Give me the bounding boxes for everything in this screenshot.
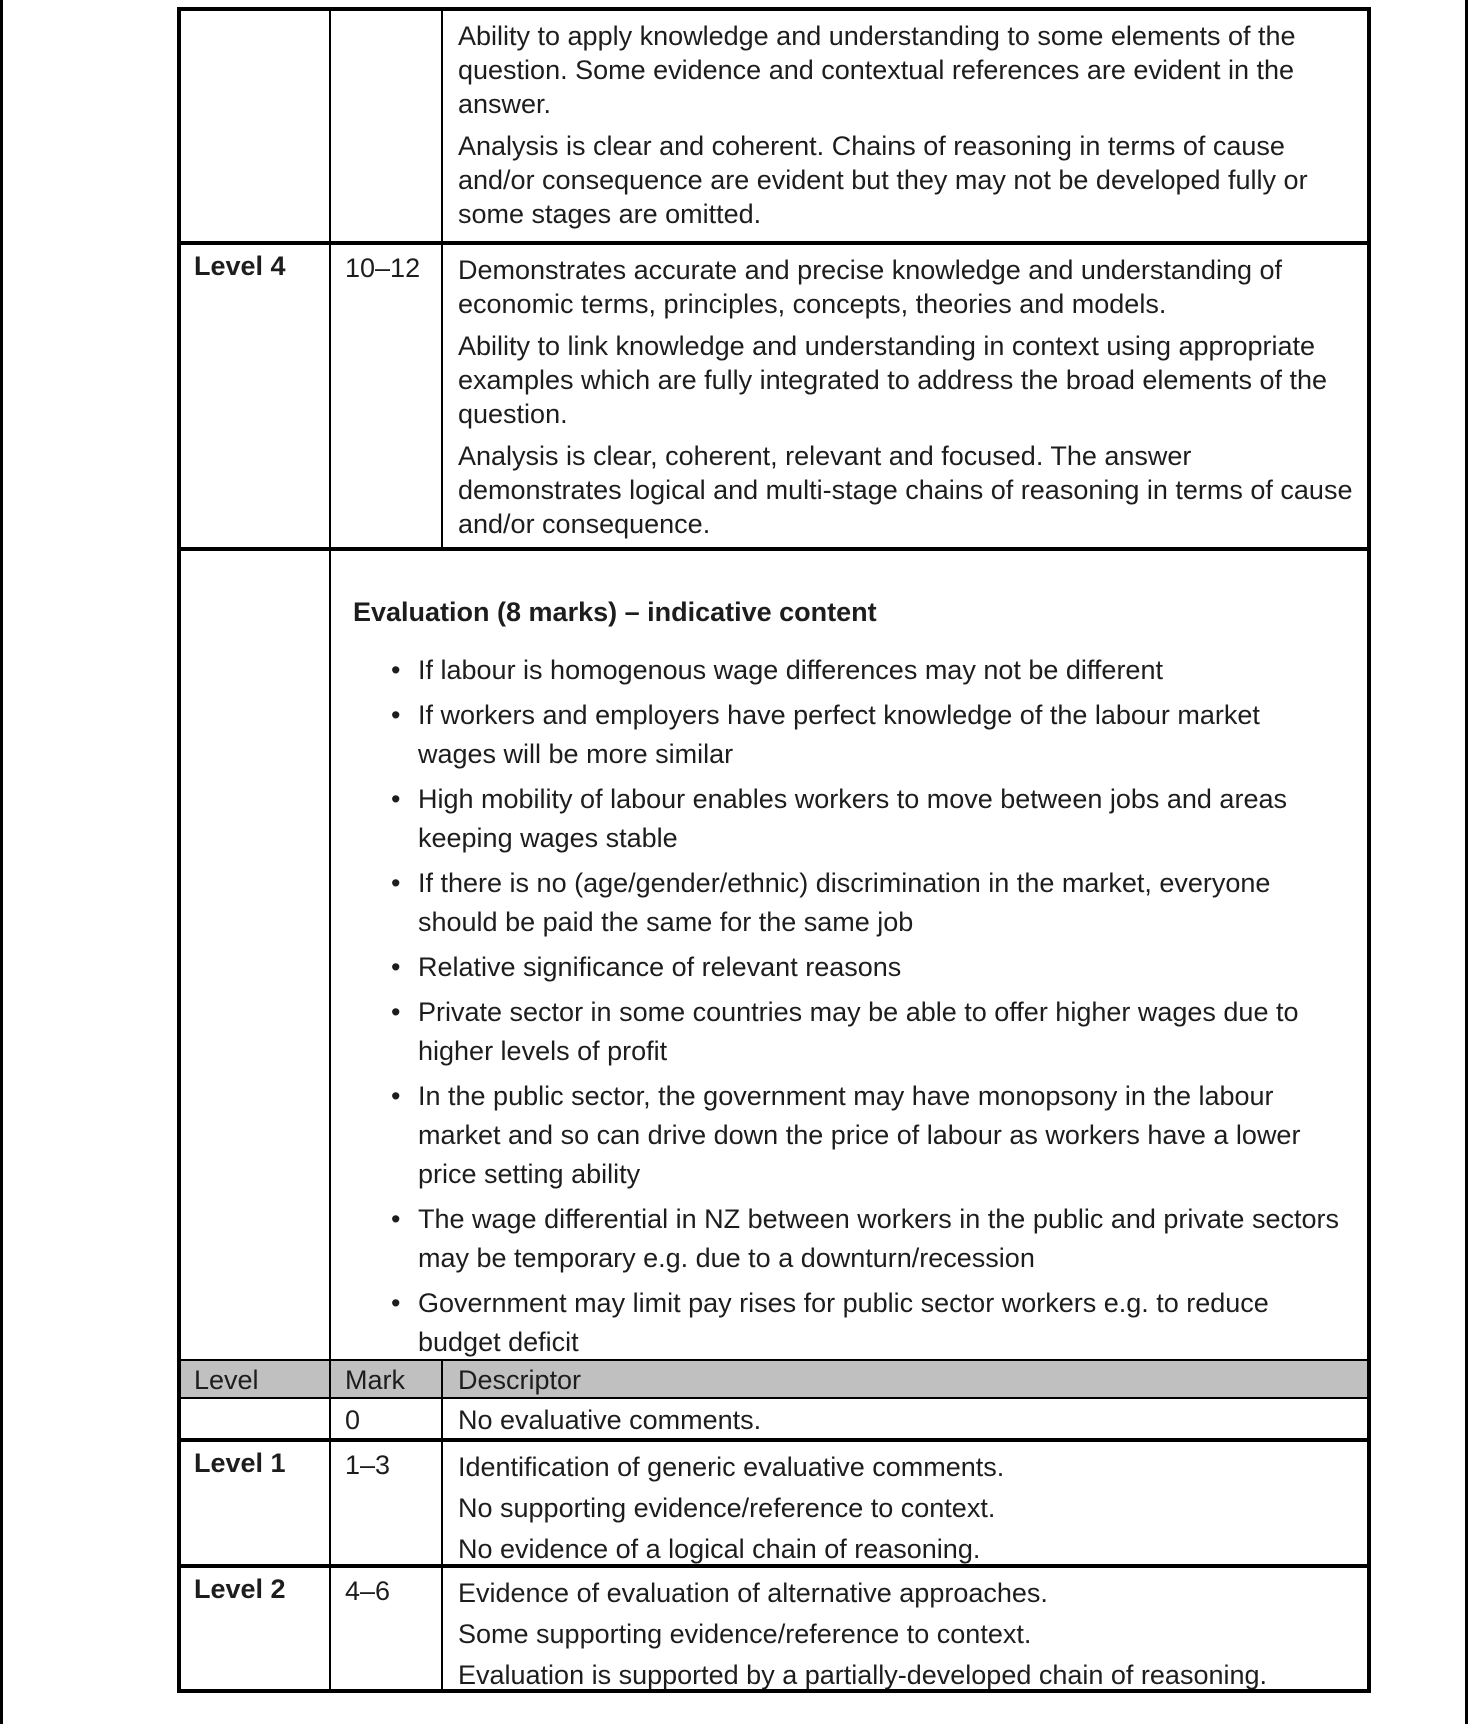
level-cell-empty bbox=[181, 11, 331, 241]
header-descriptor: Descriptor bbox=[458, 1365, 582, 1395]
descriptor-paragraph: Identification of generic evaluative comments. bbox=[458, 1452, 1005, 1482]
level-cell bbox=[181, 1442, 331, 1564]
descriptor-paragraph: Analysis is clear and coherent. Chains of reasoning in terms of cause and/or consequence are evident but they may not be developed fully or some stages are omitted. bbox=[458, 131, 1308, 229]
mark-cell-empty bbox=[331, 11, 443, 241]
evaluation-bullet-list bbox=[353, 651, 1353, 1359]
level-cell bbox=[181, 1568, 331, 1689]
mark-range: 10–12 bbox=[345, 253, 421, 283]
table-row-level-1 bbox=[181, 1438, 1367, 1564]
bullet-item: • Private sector in some countries may be able to offer higher wages due to higher levels of profit bbox=[418, 993, 1353, 1071]
level-cell-empty bbox=[181, 551, 331, 1359]
bullet-item: • If there is no (age/gender/ethnic) discrimination in the market, everyone should be paid the same for the same job bbox=[418, 864, 1353, 942]
level-label: Level 2 bbox=[194, 1574, 286, 1604]
level-cell bbox=[181, 245, 331, 547]
bullet-item: • The wage differential in NZ between workers in the public and private sectors may be temporary e.g. due to a downturn/recession bbox=[418, 1200, 1353, 1278]
descriptor-paragraph: Analysis is clear, coherent, relevant and focused. The answer demonstrates logical and multi-stage chains of reasoning in terms of cause and/or consequence. bbox=[458, 441, 1353, 539]
bullet-item: • If workers and employers have perfect knowledge of the labour market wages will be more similar bbox=[418, 696, 1353, 774]
descriptor-cell bbox=[443, 1568, 1367, 1689]
descriptor-paragraph: Ability to apply knowledge and understanding to some elements of the question. Some evidence and contextual references are evident in the answer. bbox=[458, 21, 1296, 119]
table-row-mark-0 bbox=[181, 1397, 1367, 1438]
table-row-level-2 bbox=[181, 1564, 1367, 1689]
table-row-evaluation-content bbox=[181, 547, 1367, 1359]
table-row-continuation bbox=[181, 11, 1367, 241]
mark-cell: 0 bbox=[331, 1399, 443, 1438]
bullet-item: • In the public sector, the government may have monopsony in the labour market and so can drive down the price of labour as workers have a lower price setting ability bbox=[418, 1077, 1353, 1194]
descriptor-paragraph: Ability to link knowledge and understanding in context using appropriate examples which are fully integrated to address the broad elements of the question. bbox=[458, 331, 1327, 429]
level-label: Level 1 bbox=[194, 1448, 286, 1478]
descriptor-paragraph: No evidence of a logical chain of reasoning. bbox=[458, 1534, 981, 1564]
descriptor-paragraph: Some supporting evidence/reference to context. bbox=[458, 1619, 1032, 1649]
level-cell-empty bbox=[181, 1399, 331, 1438]
descriptor-paragraph: Evaluation is supported by a partially-developed chain of reasoning. bbox=[458, 1660, 1268, 1689]
bullet-item: • High mobility of labour enables workers to move between jobs and areas keeping wages stable bbox=[418, 780, 1353, 858]
bullet-item: • Government may limit pay rises for public sector workers e.g. to reduce budget deficit bbox=[418, 1284, 1353, 1359]
header-mark: Mark bbox=[331, 1361, 443, 1397]
descriptor-cell bbox=[443, 245, 1367, 547]
mark-range: 1–3 bbox=[345, 1450, 391, 1480]
level-label: Level 4 bbox=[194, 251, 286, 281]
mark-cell bbox=[331, 245, 443, 547]
descriptor-cell: No evaluative comments. bbox=[458, 1405, 762, 1435]
bullet-item: • If labour is homogenous wage differences may not be different bbox=[418, 651, 1353, 690]
mark-range: 4–6 bbox=[345, 1576, 391, 1606]
mark-scheme-table bbox=[177, 7, 1371, 1693]
mark-cell bbox=[331, 1442, 443, 1564]
table-row-level-4 bbox=[181, 241, 1367, 547]
descriptor-cell bbox=[443, 11, 1367, 241]
page-border-left bbox=[0, 0, 3, 1724]
descriptor-paragraph: Evidence of evaluation of alternative approaches. bbox=[458, 1578, 1048, 1608]
descriptor-cell bbox=[443, 1442, 1367, 1564]
table-header-row bbox=[181, 1359, 1367, 1397]
evaluation-content-cell bbox=[331, 551, 1367, 1359]
evaluation-heading: Evaluation (8 marks) – indicative content bbox=[353, 597, 877, 627]
bullet-item: • Relative significance of relevant reasons bbox=[418, 948, 1353, 987]
descriptor-paragraph: No supporting evidence/reference to context. bbox=[458, 1493, 996, 1523]
header-level: Level bbox=[181, 1361, 331, 1397]
mark-cell bbox=[331, 1568, 443, 1689]
descriptor-paragraph: Demonstrates accurate and precise knowledge and understanding of economic terms, principles, concepts, theories and models. bbox=[458, 255, 1283, 319]
